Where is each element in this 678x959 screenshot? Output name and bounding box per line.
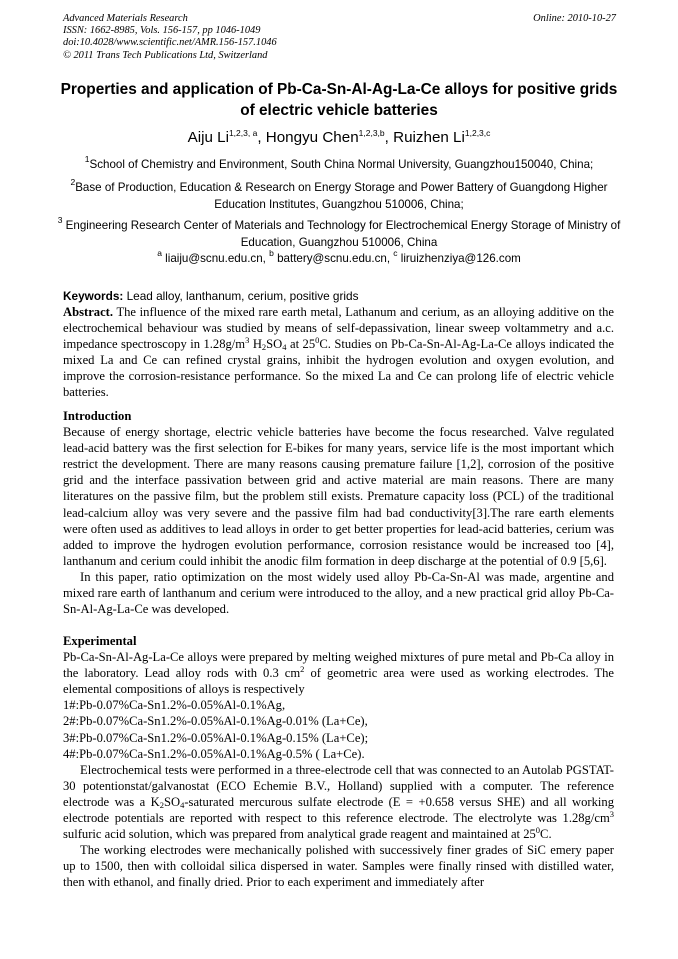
- abstract-label: Abstract.: [63, 305, 114, 319]
- email-link[interactable]: liaiju@scnu.edu.cn: [165, 252, 263, 265]
- paragraph-text: sulfuric acid solution, which was prepared from analytical grade reagent and maintained at 25: [63, 827, 536, 842]
- affiliation-number: 1: [84, 154, 90, 164]
- paragraph-text: C.: [540, 827, 552, 842]
- abstract-sup: 3: [245, 335, 250, 346]
- paragraph-text: Electrochemical tests were performed in a three-electrode cell that was connected to an Autolab PGSTAT-30 potentionstat/galvanostat (ECO Echemie B.V., Holland) supplied with a computer. The reference electrode was a K: [63, 762, 614, 809]
- introduction-section: [63, 408, 614, 617]
- paragraph-text: -saturated mercurous sulfate electrode (E = +0.658 versus SHE) and all working electrode potentials are reported with respect to this reference electrode. The electrolyte was 1.28g/cm: [63, 794, 614, 826]
- alloy-composition: 3#:Pb-0.07%Ca-Sn1.2%-0.05%Al-0.1%Ag-0.15% (La+Ce);: [63, 730, 369, 745]
- abstract-sup: 0: [315, 335, 320, 346]
- abstract-text: at 25: [290, 337, 316, 352]
- abstract-acid: H: [252, 337, 262, 352]
- author-name: Ruizhen Li: [393, 129, 465, 146]
- affiliation-3: [55, 215, 623, 251]
- journal-name: Advanced Materials Research: [63, 13, 188, 24]
- paragraph-text: Pb-Ca-Sn-Al-Ag-La-Ce alloys were prepared by melting weighed mixtures of pure metal and Pb-Ca alloy in the laboratory. Lead alloy rods with 0.3 cm: [63, 650, 614, 681]
- paragraph-text: of geometric area were used as working electrodes. The elemental compositions of alloys is respectively: [63, 666, 614, 697]
- paragraph: Because of energy shortage, electric vehicle batteries have become the focus researched. Valve regulated lead-acid battery was the first selection for E-bikes for many years, service life is the most important which restrict the development. There are many reasons causing premature failure [1,2], corrosion of the positive grid and the interface passivation between grid and active material are main reasons. There are many literatures on the passive film, but the problem still exists. Premature capacity loss (PCL) of the traditional lead-calcium alloy was very severe and the passive film had bad conductivity[3].The rare earth elements were often used as additives to lead alloys in order to get better properties for lead-acid batteries, cerium was added to improve the hydrogen evolution performance, corrosion resistance would be increased too [4], lanthanum and cerium could inhibit the anodic film formation in deep discharge at the potential of 0.9 [5,6].: [63, 425, 614, 568]
- author-affiliation-marks: 1,2,3,c: [464, 128, 491, 138]
- online-date: Online: 2010-10-27: [533, 13, 616, 24]
- abstract: [63, 304, 614, 401]
- section-heading: Introduction: [63, 409, 132, 423]
- abstract-acid: SO: [266, 337, 283, 352]
- paragraph-sup: 2: [300, 664, 305, 675]
- email-mark: a: [157, 248, 162, 258]
- abstract-sub: 4: [282, 342, 287, 353]
- affiliation-number: 3: [57, 215, 63, 225]
- affiliation-text: Engineering Research Center of Materials and Technology for Electrochemical Energy Storage of Ministry of Education, Guangzhou 510006, China: [65, 219, 621, 249]
- email-link[interactable]: liruizhenziya@126.com: [400, 252, 521, 265]
- paragraph-text: SO: [163, 794, 181, 809]
- affiliation-1: [55, 154, 623, 174]
- experimental-section: [63, 633, 614, 891]
- keywords-line: [63, 288, 614, 304]
- paper-title: Properties and application of Pb-Ca-Sn-Al-Ag-La-Ce alloys for positive grids of electric vehicle batteries: [60, 81, 618, 119]
- email-mark: b: [269, 248, 274, 258]
- paragraph: [63, 762, 614, 842]
- author-name: Hongyu Chen: [265, 129, 359, 146]
- copyright-line: © 2011 Trans Tech Publications Ltd, Switzerland: [63, 49, 268, 61]
- alloy-composition: 4#:Pb-0.07%Ca-Sn1.2%-0.05%Al-0.1%Ag-0.5% ( La+Ce).: [63, 746, 365, 761]
- paragraph-sup: 3: [609, 809, 614, 820]
- email-list: $^a$ liaiju@scnu.edu.cn, $^b$ battery@scnu.edu.cn, $^c$ liruizhenziya@126.com: [157, 248, 521, 265]
- affiliation-text: School of Chemistry and Environment, South China Normal University, Guangzhou150040, China;: [89, 158, 594, 171]
- alloy-composition: 2#:Pb-0.07%Ca-Sn1.2%-0.05%Al-0.1%Ag-0.01% (La+Ce),: [63, 714, 368, 729]
- abstract-text: The influence of the mixed rare earth metal, Lathanum and cerium, as an alloying additive on the electrochemical behaviour was studied by means of self-depassivation, linear sweep voltammetry and a.c. impedance spectroscopy in 1.28g/m: [63, 305, 614, 352]
- author-affiliation-marks: 1,2,3, a: [228, 128, 258, 138]
- author-name: Aiju Li: [187, 129, 229, 146]
- alloy-composition: 1#:Pb-0.07%Ca-Sn1.2%-0.05%Al-0.1%Ag,: [63, 698, 286, 713]
- author-list: Aiju Li$^{1,2,3, a}$, Hongyu Chen$^{1,2,3,b}$, Ruizhen Li$^{1,2,3,c}$: [187, 128, 491, 146]
- affiliation-number: 2: [70, 177, 76, 187]
- paragraph-sup: 0: [535, 825, 541, 836]
- section-heading: Experimental: [63, 634, 137, 648]
- abstract-text: C. Studies on Pb-Ca-Sn-Al-Ag-La-Ce alloys indicated the mixed La and Ce can refined crystal grains, inhibit the hydrogen evolution and oxygen evolution, and improve the corrosion-resistance performance. So the mixed La and Ce can prolong life of electric vehicle batteries.: [63, 337, 614, 400]
- keywords-label: Keywords:: [63, 289, 124, 303]
- journal-header: [63, 13, 277, 62]
- affiliation-2: [55, 177, 623, 213]
- email-mark: c: [393, 248, 398, 258]
- email-link[interactable]: battery@scnu.edu.cn: [277, 252, 387, 265]
- author-affiliation-marks: 1,2,3,b: [358, 128, 385, 138]
- doi-line: doi:10.4028/www.scientific.net/AMR.156-157.1046: [63, 37, 277, 49]
- paragraph: [63, 649, 614, 697]
- abstract-sub: 2: [261, 342, 267, 353]
- paragraph-sub: 2: [159, 799, 164, 810]
- keywords-text: Lead alloy, lanthanum, cerium, positive grids: [126, 289, 359, 303]
- paragraph-sub: 4: [180, 799, 185, 810]
- paragraph: The working electrodes were mechanically polished with successively finer grades of SiC emery paper up to 1500, then with colloidal silica dispersed in water. Samples were finally rinsed with distilled water, then with ethanol, and finally dried. Prior to each experiment and immediately after: [63, 843, 614, 890]
- paragraph: In this paper, ratio optimization on the most widely used alloy Pb-Ca-Sn-Al was made, argentine and mixed rare earth of lanthanum and cerium were introduced to the alloy, and a new practical grid alloy Pb-Ca-Sn-Al-Ag-La-Ce was developed.: [63, 569, 614, 617]
- affiliation-text: Base of Production, Education & Research on Energy Storage and Power Battery of Guangdong Higher Education Institutes, Guangzhou 510006, China;: [75, 181, 608, 211]
- issn-line: ISSN: 1662-8985, Vols. 156-157, pp 1046-1049: [63, 25, 261, 37]
